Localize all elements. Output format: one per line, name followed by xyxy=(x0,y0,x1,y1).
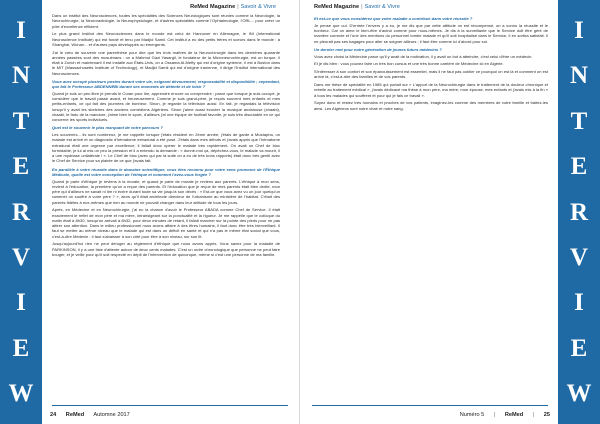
footer-separator: | xyxy=(493,412,496,418)
issue-number: Numéro 5 xyxy=(459,412,485,418)
right-page xyxy=(300,0,600,424)
paragraph: Je pense que oui. D'entrée l'envers y a eu, je me dis que par cette attitude on est récompensé, on a connu la réussite et le bonheur. Car on aime le bien-être d'autrui comme pour nous-mêmes. Je dis à la surveillante que le Service doit être géré de manière correcte et l'une des mentions du personnel tombe malade et qu'il soit hospitalisé dans le Service, il en sortira satisfait. Il ne pleurait pas ses bagages pour aller se soigner ailleurs ; il faut être comme ici d'abord pour soi. xyxy=(314,22,548,44)
paragraph: Quand je suis un peu libre je prends le Coran pour lire, apprendre encore ou comprendre ; parce que lorsque je suis occupé, je considère que le travail passe avant, et heureusement. Comme je suis grand-père, je reçois souvent mes enfants et mes petits-enfants, ce qui fait des journées de bonheur. Sinon, je regarde la télévision aussi. En fait, je regardais la télévision lorsqu'il y avait les sketches des anciens comédiens Algériens. Sinon j'aime aussi écouter la musique andalouse (chaabi), chaabi, le fado de la mandore, j'aime bien le sport, d'ailleurs j'ai une équipe de football favorite, je suis très discutable en ce qui concerne les sports individuels. xyxy=(52,90,280,122)
interview-band-text: I N T E R V I E W xyxy=(8,17,34,407)
interview-question: Quel est le souvenir le plus marquant de votre parcours ? xyxy=(52,125,163,131)
interview-band-right xyxy=(558,0,600,424)
header-separator: | xyxy=(361,4,363,10)
interview-band-text: I N T E R V I E W xyxy=(566,17,592,407)
paragraph: Le plus grand Institut des Neurosciences dans le monde est celui de Hannover en Allemagne, le INI (International Neuroscience Institute) qui est fondé et tenu par Madjid Samii. Cet institut a eu des petits frères et soeurs dans le monde : à Shanghai, Wuhan... et d'autres pays développés ou émergents. xyxy=(52,31,280,47)
interview-question: Et est-ce que vous considérez que votre maladie a contribué dans votre réussite ? xyxy=(314,16,473,21)
issue-date: Automne 2017 xyxy=(93,412,130,418)
page-number: 25 xyxy=(543,412,550,418)
footer-brand: ReMed xyxy=(504,412,524,418)
paragraph: S'intéresser à son confort et son épanouissement est essentiel, mais il ne faut pas oublier ce pourquoi on est là et comment on est arrivé là, c'est-à-dire des familles et de vos parents. xyxy=(314,69,548,80)
page-number: 24 xyxy=(50,412,57,418)
article-body-right xyxy=(314,13,548,400)
section-rubric: Savoir & Vivre xyxy=(240,4,276,10)
paragraph: Soyez donc et restez très humains et proches de vos patients, imaginez-les comme des membres de votre famille et traitez-les ainsi. Les Algériens sont notre chair et notre sang. xyxy=(314,100,548,111)
paragraph: Après, en Médecine et en Neurochirurgie, j'ai eu la chance d'avoir le Professeur ABADA comme Chef de Service. Il était exactement le reflet de mon père et ma mère, intransigeant sur la ponctualité et la rigueur. Je me rappelle que le colloque du matin était à 8h30, lorsqu'on arrivait à 8h32, pour deux minutes de retard, il fallait marcher sur la pointe des pieds pour ne pas attirer son attention. Dans le milieu professionnel nous avons affaire à des êtres humains, il faut donc être très bienveillant. Il faut se mettre au même niveau que le malade qui est dans un déficit en santé et qui n'a pas le même état social que vous, c'est-à-dire Médecin : il faut s'abaisser à son côté pour être à son niveau, sur son lit. xyxy=(52,207,280,239)
paragraph: Quand je parle d'éthique je reviens à la morale, et quand je parle de morale je reviens aux parents. L'éthique à mon sens, revient à l'éducation, la première qu'on a reçue des parents. Et l'éducation que je reçue de mes parents était bien droite, mon père qui d'ailleurs ne savait ni lire ni écrire durant toute sa vie jusqu'à son décès : « Est-ce que vous avez vu un jour quelqu'un ramener un souffre à votre père ? », alors qu'il était architecte directeur de l'urbanisme au ministère de l'habitat. C'était des parents fidèles à eux-mêmes que rien au monde ne pouvait changer dans leur attitude de tous les jours. xyxy=(52,178,280,205)
header-separator: | xyxy=(237,4,239,10)
article-body-left xyxy=(52,13,280,400)
section-rubric: Savoir & Vivre xyxy=(364,4,400,10)
interview-question: Vous avez occupé plusieurs postes durant votre vie, exigeant dévouement, responsabilité et disponibilité ; cependant, que fait le Professeur ABDENNEBI durant ses moments de détente et de loisir ? xyxy=(52,78,280,89)
footer-rule-right xyxy=(312,405,548,406)
paragraph: Jusqu'aujourd'hui rien ne peut déroger au règlement d'éthique que nous avons appris. Vous savez pour la maladie de PARKINSON, il y a une liste d'attente autour de deux cents malades. C'est un ordre chronologique que personne ne peut faire bouger, et je veille pour qu'il soit respecté en dépit de l'intervention de quiconque, même si c'est une personne de ma famille. xyxy=(52,241,280,257)
interview-question: Un dernier mot pour notre génération de jeunes futurs médecins ? xyxy=(314,46,442,52)
paragraph: Et je dis bien : vous pouvez faire un très bon cursus et une très bonne carrière de Médecine ici en Algérie. xyxy=(314,61,504,67)
footer-rule-left xyxy=(52,405,288,406)
paragraph: Les souvenirs... ils sont nombreux, je me rappelle lorsque j'étais résident en 2ème année, j'étais de garde à Mustapha, un malade est arrivé et un diagnostic d'hématome extradural a été posé. J'étais dans mes débuts et j'avais appris que l'hématome extradural était une urgence par excellence, il fallait donc opérer le malade très rapidement. On avait un Chef de bloc formidable, je lui ai mis un peu la pression et il a entendu la demande : « donne-moi ça, dépêchez-vous, le malade va mourir, il a une mydriase unilatérale ! ». Le Chef de bloc (avec qui par la suite on a eu de très bons rapports) était donc très gentil avec le Chef de Service pour sa plainte de ce que j'avais fait. xyxy=(52,132,280,164)
page-header-left xyxy=(190,4,276,10)
interview-band-left xyxy=(0,0,42,424)
page-footer-right xyxy=(452,412,550,418)
paragraph: Dans un institut des Neurosciences, toutes les spécialités des Sciences Neurologiques sont réunies comme la Neurologie, la Neurochirurgie, la Neuroradiologie, la Neurophysiologie, et d'autres spécialités comme l'Ophtalmologie, l'ORL... pour créer un pôle d'excellence efficient. xyxy=(52,13,280,29)
magazine-name: ReMed Magazine xyxy=(190,4,236,10)
footer-separator: | xyxy=(532,412,535,418)
page-header-right xyxy=(314,4,400,10)
paragraph: Dans me thèse de spécialité en 1985 qui portait sur « L'apport de la Neurochirurgie dans le traitement de la douleur chronique et rebelle au traitement médical », j'avais dédicacé ma thèse à mon père, ma mère, mon épouse, mes enfants et j'avais mis à la fin « à tous les malades qui souffrent et pour qui je fais ce travail ». xyxy=(314,82,548,98)
magazine-name: ReMed Magazine xyxy=(314,4,360,10)
page-footer-left xyxy=(50,412,138,418)
interview-question: En parallèle à votre réussite dans le domaine scientifique, vous êtes reconnu pour votre sens prononcé de l'Éthique Médicale, quelle est votre conception de l'éthique et comment l'avez-vous forgée ? xyxy=(52,166,280,177)
paragraph: Vous avez choisi la Médecine parce qu'il y avait de la motivation, il y avait un but à atteindre, c'est celui d'être un médecin. xyxy=(314,53,533,59)
paragraph: J'ai le vœu de souvenir une parenthèse pour dire que les trois maîtres de la Neurochirurgie dans les dernières quarante années passées sont des musulmans : on a Mahmut Gazi Yasargil, le fondateur de la Microneurochirurgie, est un turque, il était à Zurich et maintenant il est installé aux États-Unis, on a Ossama Al-Mefty qui est d'origine syrienne, il est à Boston dans le MIT (Massachusetts Institute of Technology), et Madjid Samii qui est d'origine iranienne, il dirige l'Institut International des Neurosciences. xyxy=(52,49,280,76)
footer-brand: ReMed xyxy=(65,412,85,418)
